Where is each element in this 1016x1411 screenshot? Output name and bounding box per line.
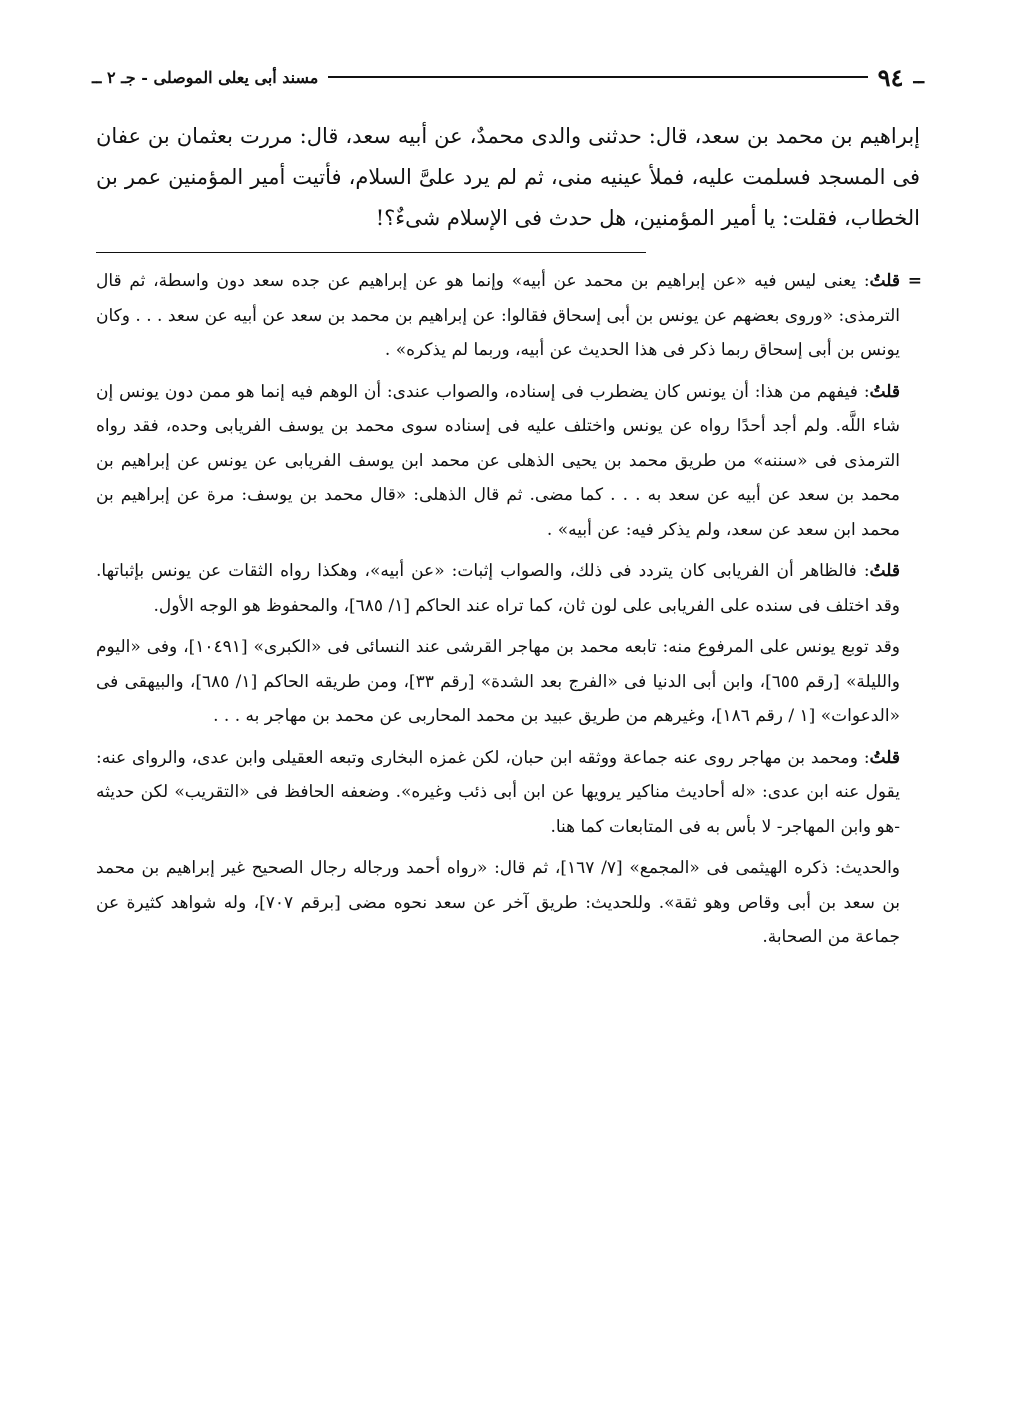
footnote-paragraph [96,264,922,368]
footnote-text: : فالظاهر أن الفريابى كان يتردد فى ذلك، والصواب إثبات: «عن أبيه»، وهكذا رواه الثقات عن يونس بإثباتها. وقد اختلف فى سنده على الفريابى على لون ثان، كما تراه عند الحاكم [١/ ٦٨٥]، والمحفوظ هو الوجه الأول. [96,561,900,616]
header-rule [328,76,867,78]
continuation-marker: = [907,271,922,291]
footnote-paragraph [96,375,900,548]
footnote-paragraph [96,851,900,955]
footnote-text: : يعنى ليس فيه «عن إبراهيم بن محمد عن أبيه» وإنما هو عن إبراهيم عن جده سعد دون واسطة، ثم قال الترمذى: «وروى بعضهم عن يونس بن أبى إسحاق فقالوا: عن إبراهيم بن محمد بن سعد عن أبيه عن سعد . . . وكان يونس بن أبى إسحاق ربما ذكر فى هذا الحديث عن أبيه، وربما لم يذكره» . [96,271,900,360]
qultu-label: قلتُ [869,271,900,291]
footnote-paragraph [96,554,900,623]
footnote-separator [96,252,646,253]
qultu-label: قلتُ [869,747,900,768]
page-number: ٩٤ [877,62,904,92]
qultu-label: قلتُ [869,381,900,402]
footnote-paragraph [96,741,900,845]
running-header [92,62,924,92]
running-title: مسند أبى يعلى الموصلى - جـ ٢ ــ [92,67,319,87]
main-hadith-text: إبراهيم بن محمد بن سعد، قال: حدثنى والدى محمدٌ، عن أبيه سعد، قال: مررت بعثمان بن عفان فى المسجد فسلمت عليه، فملأ عينيه منى، ثم لم يرد علىَّ السلام، فأتيت أمير المؤمنين عمر بن الخطاب، فقلت: يا أمير المؤمنين، هل حدث فى الإسلام شىءٌ؟! [96,124,920,230]
footnote-paragraph [96,630,900,734]
header-dash: ــ [913,66,924,88]
footnotes [96,264,922,962]
footnote-text: وقد توبع يونس على المرفوع منه: تابعه محمد بن مهاجر القرشى عند النسائى فى «الكبرى» [١٠٤٩١]، وفى «اليوم والليلة» [رقم ٦٥٥]، وابن أبى الدنيا فى «الفرج بعد الشدة» [رقم ٣٣]، ومن طريقه الحاكم [١/ ٦٨٥]، والبيهقى فى «الدعوات» [١ / رقم ١٨٦]، وغيرهم من طريق عبيد بن محمد المحاربى عن محمد بن مهاجر به . . . [96,637,900,726]
qultu-label: قلتُ [869,561,900,581]
footnote-text: والحديث: ذكره الهيثمى فى «المجمع» [٧/ ١٦٧]، ثم قال: «رواه أحمد ورجاله رجال الصحيح غير إبراهيم بن محمد بن سعد بن أبى وقاص وهو ثقة». وللحديث: طريق آخر عن سعد نحوه مضى [برقم ٧٠٧]، وله شواهد كثيرة عن جماعة من الصحابة. [96,858,900,947]
footnote-text: : فيفهم من هذا: أن يونس كان يضطرب فى إسناده، والصواب عندى: أن الوهم فيه إنما هو ممن دون يونس إن شاء اللَّه. ولم أجد أحدًا رواه عن يونس واختلف عليه فى إسناده سوى محمد بن يوسف الفريابى وحده، فقد رواه الترمذى فى «سننه» من طريق محمد بن يحيى الذهلى عن محمد ابن يوسف الفريابى عن يونس عن إبراهيم بن محمد بن سعد عن أبيه عن سعد به . . . كما مضى. ثم قال الذهلى: «قال محمد بن يوسف: مرة عن إبراهيم بن محمد ابن سعد عن سعد، ولم يذكر فيه: عن أبيه» . [96,381,900,540]
footnote-text: : ومحمد بن مهاجر روى عنه جماعة ووثقه ابن حبان، لكن غمزه البخارى وتبعه العقيلى وابن عدى، والرواى عنه: يقول عنه ابن عدى: «له أحاديث مناكير يرويها عن ابن أبى ذئب وغيره». وضعفه الحافظ فى «التقريب» لكن حديثه -هو وابن المهاجر- لا بأس به فى المتابعات كما هنا. [96,747,900,837]
